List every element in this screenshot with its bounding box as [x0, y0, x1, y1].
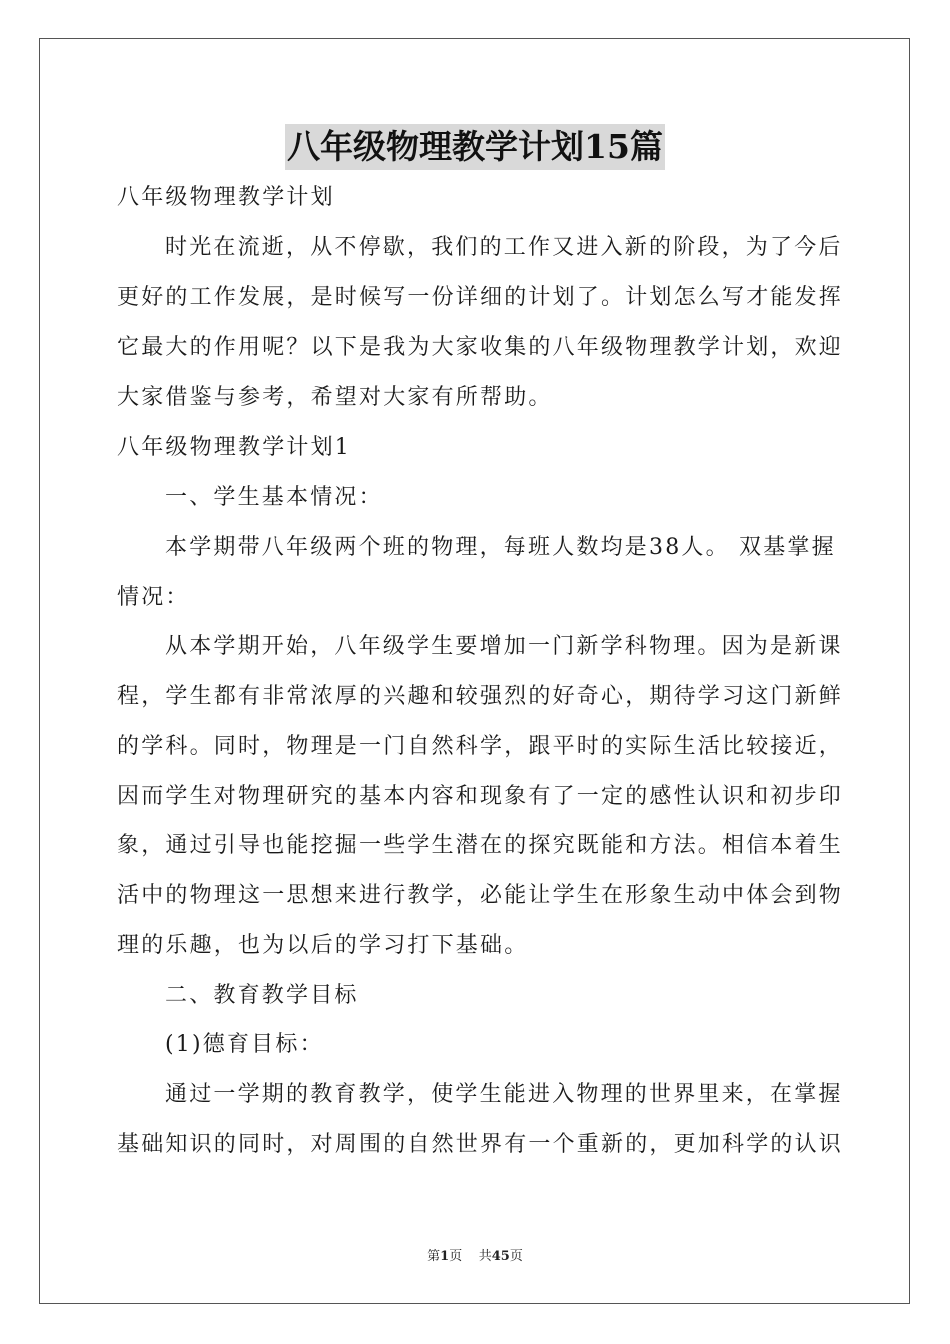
paragraph-line: 理的乐趣，也为以后的学习打下基础。 [117, 933, 529, 958]
footer-total-prefix: 共 [478, 1249, 492, 1264]
paragraph-line: 程，学生都有非常浓厚的兴趣和较强烈的好奇心，期待学习这门新鲜 [117, 684, 844, 709]
subsection-heading: 一、学生基本情况： [165, 485, 383, 510]
footer-total-suffix: 页 [509, 1249, 523, 1264]
paragraph-line: 的学科。同时，物理是一门自然科学，跟平时的实际生活比较接近， [117, 734, 844, 759]
paragraph-line: 它最大的作用呢？以下是我为大家收集的八年级物理教学计划，欢迎 [117, 335, 844, 360]
section-heading: 八年级物理教学计划1 [117, 435, 351, 460]
paragraph-line: 情况： [117, 585, 190, 610]
paragraph-line: 因而学生对物理研究的基本内容和现象有了一定的感性认识和初步印 [117, 784, 844, 809]
paragraph-line: 时光在流逝，从不停歇，我们的工作又进入新的阶段，为了今后 [165, 235, 843, 260]
paragraph-line: 本学期带八年级两个班的物理，每班人数均是38人。 双基掌握 [165, 535, 836, 560]
paragraph-line: 基础知识的同时，对周围的自然世界有一个重新的，更加科学的认识 [117, 1132, 844, 1157]
subtitle-line: 八年级物理教学计划 [117, 185, 335, 210]
page-border [39, 38, 910, 1304]
paragraph-line: 大家借鉴与参考，希望对大家有所帮助。 [117, 385, 553, 410]
footer-total-pages: 45 [491, 1249, 510, 1264]
paragraph-line: 从本学期开始，八年级学生要增加一门新学科物理。因为是新课 [165, 634, 843, 659]
paragraph-line: 活中的物理这一思想来进行教学，必能让学生在形象生动中体会到物 [117, 883, 844, 908]
paragraph-line: 通过一学期的教育教学，使学生能进入物理的世界里来，在掌握 [165, 1082, 843, 1107]
paragraph-line: 更好的工作发展，是时候写一份详细的计划了。计划怎么写才能发挥 [117, 285, 844, 310]
page-footer [0, 1248, 950, 1266]
title-container [0, 124, 950, 170]
subsection-heading: 二、教育教学目标 [165, 983, 359, 1008]
paragraph-line: 象，通过引导也能挖掘一些学生潜在的探究既能和方法。相信本着生 [117, 833, 844, 858]
footer-page-suffix: 页 [449, 1249, 463, 1264]
footer-page-number: 1 [440, 1249, 450, 1264]
footer-page-prefix: 第 [427, 1249, 441, 1264]
subsection-heading: (1)德育目标： [165, 1032, 324, 1057]
document-title: 八年级物理教学计划15篇 [285, 124, 665, 170]
